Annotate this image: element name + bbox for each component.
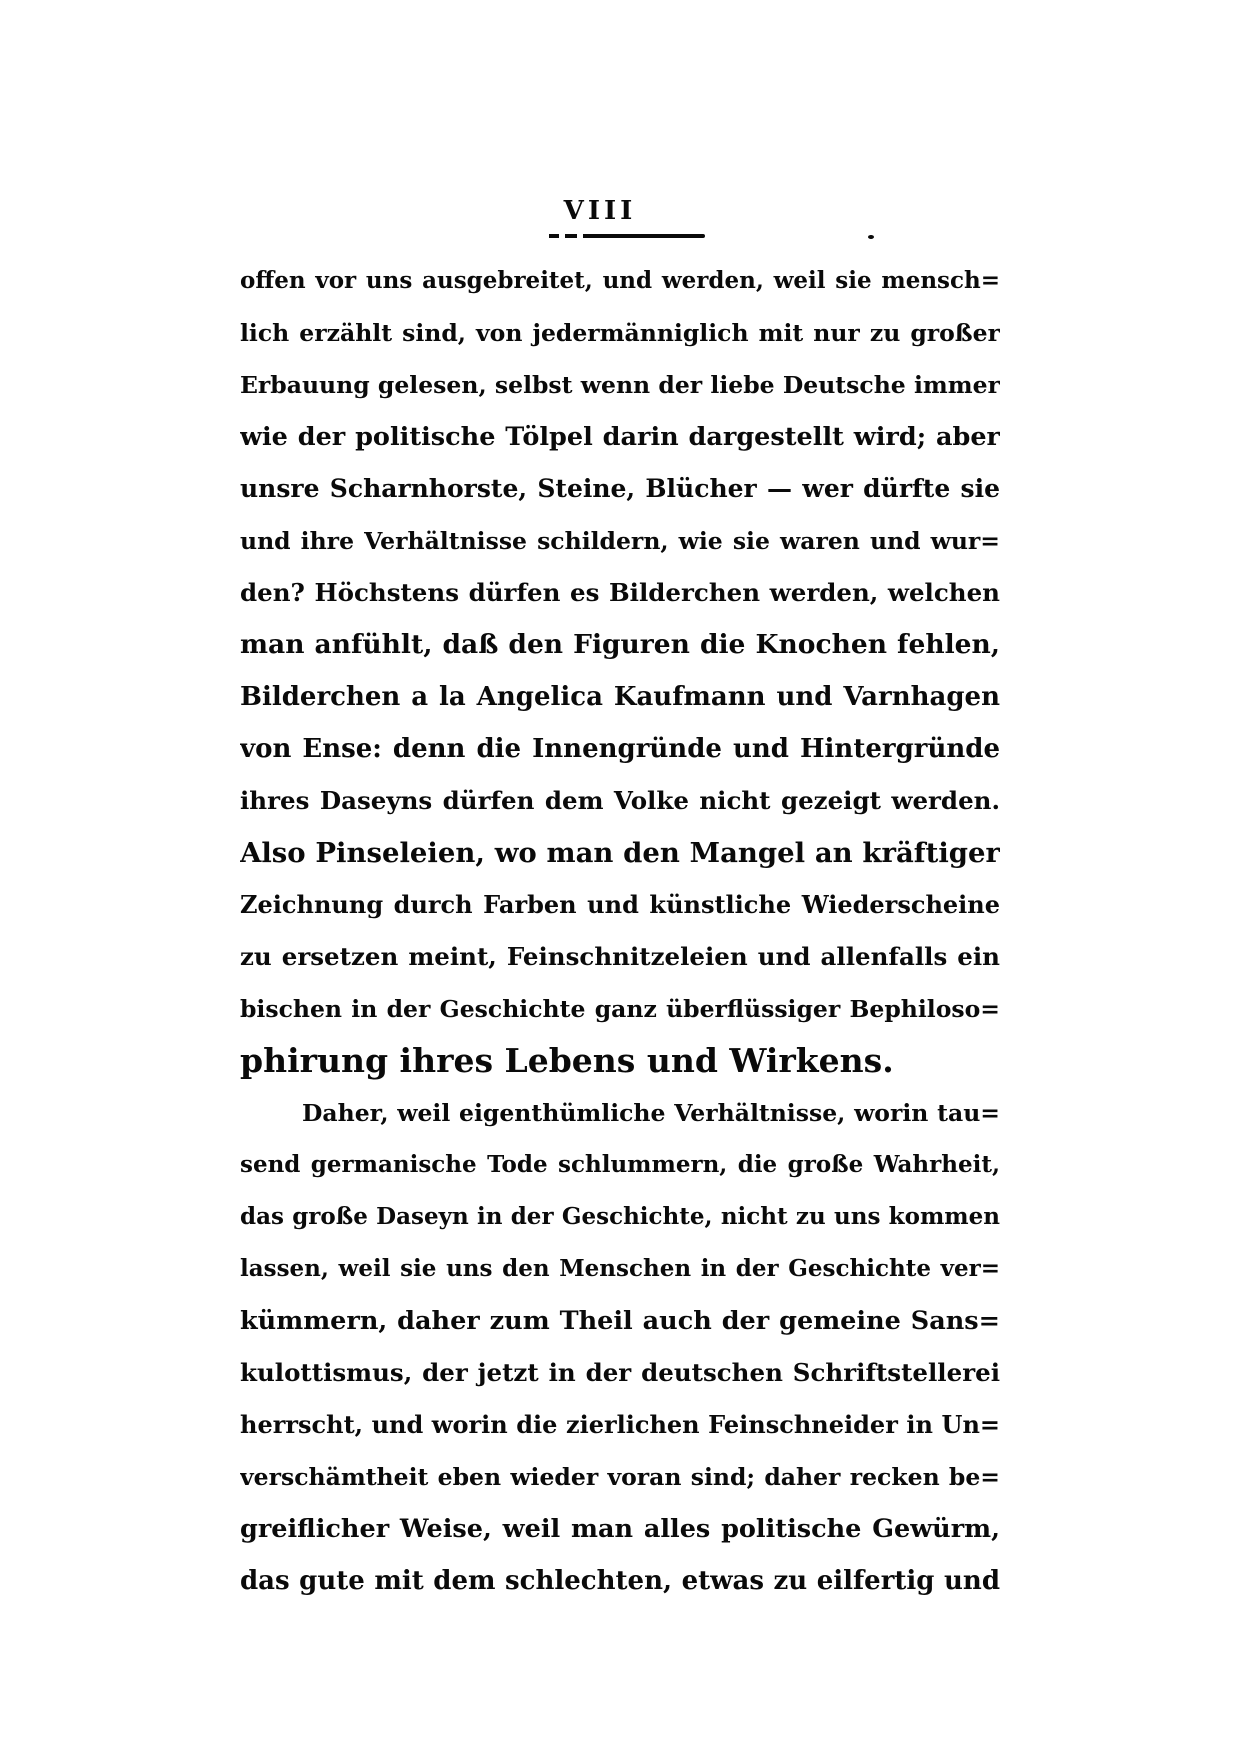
text-line: wie der politische Tölpel darin dargestellt wird; aber bbox=[240, 422, 1000, 452]
text-line: Zeichnung durch Farben und künstliche Wiederscheine bbox=[240, 890, 1000, 919]
text-line: herrscht, und worin die zierlichen Feinschneider in Un= bbox=[240, 1410, 1000, 1439]
header-rule bbox=[545, 234, 705, 238]
text-line: Also Pinseleien, wo man den Mangel an kräftiger bbox=[240, 837, 1000, 869]
text-line: lassen, weil sie uns den Menschen in der Geschichte ver= bbox=[240, 1255, 1000, 1282]
text-line: den? Höchstens dürfen es Bilderchen werden, welchen bbox=[240, 578, 1000, 607]
text-line: man anfühlt, daß den Figuren die Knochen fehlen, bbox=[240, 629, 1000, 660]
text-line: lich erzählt sind, von jedermänniglich mit nur zu großer bbox=[240, 319, 1000, 347]
text-line: bischen in der Geschichte ganz überflüssiger Bephiloso= bbox=[240, 995, 1000, 1023]
text-line: das große Daseyn in der Geschichte, nicht zu uns kommen bbox=[240, 1203, 1000, 1230]
ink-speck bbox=[868, 235, 874, 239]
text-line-paragraph-start: Daher, weil eigenthümliche Verhältnisse, worin tau= bbox=[302, 1099, 1000, 1127]
text-line: und ihre Verhältnisse schildern, wie sie waren und wur= bbox=[240, 527, 1000, 555]
text-line: kulottismus, der jetzt in der deutschen Schriftstellerei bbox=[240, 1358, 1000, 1387]
text-line: das gute mit dem schlechten, etwas zu eilfertig und bbox=[240, 1566, 1000, 1596]
text-line: greiflicher Weise, weil man alles politische Gewürm, bbox=[240, 1514, 1000, 1544]
body-text bbox=[240, 255, 1000, 1607]
text-line: Bilderchen a la Angelica Kaufmann und Varnhagen bbox=[240, 682, 1000, 712]
text-line: verschämtheit eben wieder voran sind; daher recken be= bbox=[240, 1463, 1000, 1491]
text-line: Erbauung gelesen, selbst wenn der liebe Deutsche immer bbox=[240, 371, 1000, 399]
text-line: unsre Scharnhorste, Steine, Blücher — wer dürfte sie bbox=[240, 474, 1000, 503]
text-line: send germanische Tode schlummern, die große Wahrheit, bbox=[240, 1151, 1000, 1178]
text-line: offen vor uns ausgebreitet, und werden, weil sie mensch= bbox=[240, 267, 1000, 294]
text-line-paragraph-end: phirung ihres Lebens und Wirkens. bbox=[240, 1041, 894, 1080]
text-line: von Ense: denn die Innengründe und Hintergründe bbox=[240, 734, 1000, 764]
page-number: VIII bbox=[563, 196, 637, 226]
text-line: zu ersetzen meint, Feinschnitzeleien und allenfalls ein bbox=[240, 942, 1000, 971]
text-line: ihres Daseyns dürfen dem Volke nicht gezeigt werden. bbox=[240, 786, 1000, 815]
text-line: kümmern, daher zum Theil auch der gemeine Sans= bbox=[240, 1306, 1000, 1336]
